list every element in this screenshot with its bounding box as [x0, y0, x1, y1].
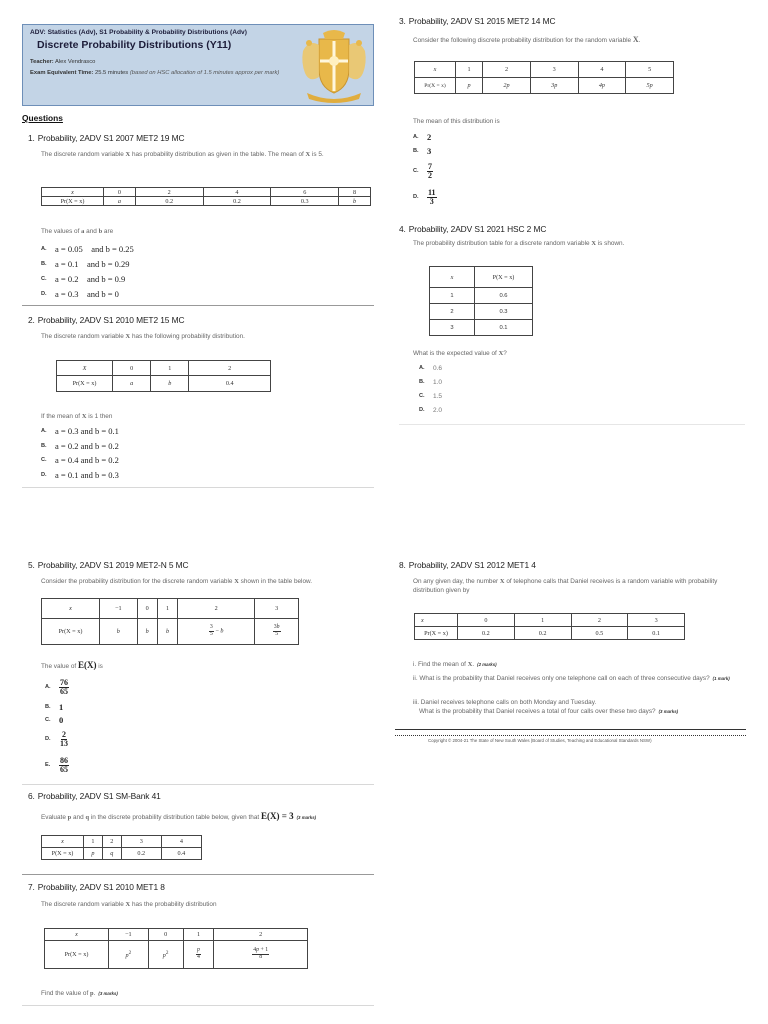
divider — [22, 784, 374, 785]
nsw-crest-logo — [299, 29, 369, 103]
questions-heading: Questions — [22, 113, 63, 123]
copyright-notice: Copyright © 2004-21 The State of New South Wales (Board of Studies, Teaching and Educational Standards NSW) — [428, 738, 652, 743]
question-4-title: 4. Probability, 2ADV S1 2021 HSC 2 MC — [399, 224, 547, 234]
question-6-title: 6. Probability, 2ADV S1 SM-Bank 41 — [28, 791, 161, 801]
question-3-prompt: The mean of this distribution is — [413, 118, 500, 125]
course-name: ADV: Statistics (Adv), S1 Probability & Probability Distributions (Adv) — [30, 29, 247, 36]
option-a[interactable]: A. a = 0.05 and b = 0.25 — [41, 243, 134, 254]
header-box — [22, 24, 374, 106]
question-7-text: The discrete random variable X has the probability distribution — [41, 901, 217, 908]
divider — [395, 729, 746, 730]
option-b[interactable]: B. a = 0.1 and b = 0.29 — [41, 258, 130, 269]
question-4-text: The probability distribution table for a discrete random variable X is shown. — [413, 240, 625, 247]
question-8-table: x 0 1 2 3 Pr(X = x) 0.2 0.2 0.5 0.1 — [414, 613, 685, 640]
option-d[interactable]: D. $\frac{2}{13}$ — [45, 729, 68, 748]
table-row: 1 0.6 — [430, 288, 533, 304]
table-row: 3 0.1 — [430, 320, 533, 336]
page-title: Discrete Probability Distributions (Y11) — [37, 39, 232, 51]
question-5-prompt: The value of E(X) is — [41, 660, 103, 670]
question-8-text: On any given day, the number X of telephone calls that Daniel receives is a random variable with probability distribution given by — [413, 578, 718, 594]
question-5-title: 5. Probability, 2ADV S1 2019 MET2-N 5 MC — [28, 560, 189, 570]
question-6-table: x 1 2 3 4 P(X = x) p q 0.2 0.4 — [41, 835, 202, 860]
option-a[interactable]: A. 0.6 — [419, 364, 443, 372]
question-2-text: The discrete random variable X has the following probability distribution. — [41, 333, 245, 340]
exam-time: 25.5 minutes — [94, 70, 129, 76]
option-c[interactable]: C. 1.5 — [419, 392, 443, 400]
question-3-title: 3. Probability, 2ADV S1 2015 MET2 14 MC — [399, 16, 556, 26]
question-7-title: 7. Probability, 2ADV S1 2010 MET1 8 — [28, 882, 165, 892]
question-2-table: X 0 1 2 Pr(X = x) a b 0.4 — [56, 360, 271, 392]
option-c[interactable]: C. 0 — [45, 714, 64, 725]
teacher-name: Alex Vendrasco — [55, 59, 96, 65]
question-6-text: Evaluate p and q in the discrete probability distribution table below, given that E(X) = 3 (3 marks) — [41, 811, 317, 821]
question-3-options — [413, 130, 437, 210]
option-d[interactable]: D. 2.0 — [419, 406, 443, 414]
option-a[interactable]: A. 2 — [413, 132, 432, 142]
teacher-line: Teacher: Alex Vendrasco — [30, 59, 96, 65]
option-c[interactable]: C. a = 0.4 and b = 0.2 — [41, 455, 119, 466]
question-1-options — [41, 241, 134, 301]
divider — [22, 874, 374, 875]
question-7-table: x −1 0 1 2 Pr(X = x) $p^2$ $p^2$ $\frac{p}{4}$ $\frac{4p + 1}{8}$ — [44, 928, 308, 969]
time-line: Exam Equivalent Time: 25.5 minutes (based on HSC allocation of 1.5 minutes approx per mark) — [30, 70, 280, 76]
question-1-title: 1. Probability, 2ADV S1 2007 MET2 19 MC — [28, 133, 185, 143]
option-a[interactable]: A. a = 0.3 and b = 0.1 — [41, 426, 119, 437]
option-e[interactable]: E. $\frac{86}{65}$ — [45, 755, 68, 774]
question-5-table: x −1 0 1 2 3 Pr(X = x) b b b $\frac{3}{5}$ − b $\frac{3b}{5}$ — [41, 598, 299, 645]
option-d[interactable]: D. a = 0.3 and b = 0 — [41, 288, 119, 299]
question-4-table: x P(X = x) 1 0.6 2 0.3 3 0.1 — [429, 266, 533, 336]
question-2-prompt: If the mean of X is 1 then — [41, 413, 113, 420]
option-c[interactable]: C. $\frac{7}{2}$ — [413, 161, 432, 180]
question-8-part-ii: ii. What is the probability that Daniel receives only one telephone call on each of three consecutive days? (1 mark) — [413, 675, 730, 682]
option-b[interactable]: B. 3 — [413, 146, 432, 156]
table-row: 2 0.3 — [430, 304, 533, 320]
question-1-text: The discrete random variable X has probability distribution as given in the table. The mean of X is 5. — [41, 151, 324, 158]
question-4-prompt: What is the expected value of X? — [413, 350, 507, 357]
question-8-part-i: i. Find the mean of X. (2 marks) — [413, 661, 497, 668]
dotted-divider — [395, 735, 746, 736]
question-3-table: x 1 2 3 4 5 Pr(X = x) p 2p 3p 4p 5p — [414, 61, 674, 94]
question-5-options — [45, 674, 69, 778]
option-b[interactable]: B. a = 0.2 and b = 0.2 — [41, 440, 119, 451]
divider — [22, 305, 374, 306]
question-1-prompt: The values of a and b are — [41, 228, 114, 235]
divider — [399, 424, 745, 425]
question-4-options — [419, 361, 442, 417]
question-3-text: Consider the following discrete probability distribution for the random variable X. — [413, 35, 641, 44]
question-2-title: 2. Probability, 2ADV S1 2010 MET2 15 MC — [28, 315, 185, 325]
question-5-text: Consider the probability distribution for the discrete random variable X shown in the table below. — [41, 578, 313, 585]
time-note: (based on HSC allocation of 1.5 minutes approx per mark) — [129, 70, 280, 76]
option-b[interactable]: B. 1 — [45, 701, 64, 712]
option-d[interactable]: D. a = 0.1 and b = 0.3 — [41, 469, 119, 480]
question-2-options — [41, 424, 119, 482]
option-b[interactable]: B. 1.0 — [419, 378, 443, 386]
option-a[interactable]: A. $\frac{76}{65}$ — [45, 677, 68, 696]
question-8-part-iii: iii. Daniel receives telephone calls on both Monday and Tuesday. What is the probability that Daniel receives a total of four calls over these two days? (3 marks) — [413, 699, 679, 715]
option-c[interactable]: C. a = 0.2 and b = 0.9 — [41, 273, 126, 284]
divider — [22, 1005, 374, 1006]
question-8-title: 8. Probability, 2ADV S1 2012 MET1 4 — [399, 560, 536, 570]
divider — [22, 487, 374, 488]
question-7-prompt: Find the value of p. (3 marks) — [41, 990, 118, 997]
option-d[interactable]: D. $\frac{11}{3}$ — [413, 187, 436, 206]
question-1-table: x 0 2 4 6 8 Pr(X = x) a 0.2 0.2 0.3 b — [41, 187, 371, 206]
